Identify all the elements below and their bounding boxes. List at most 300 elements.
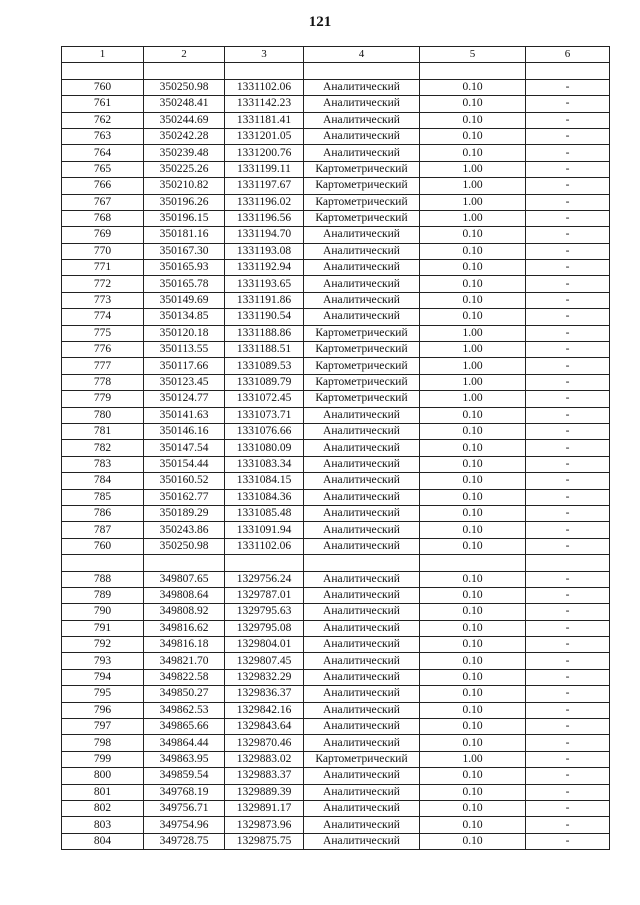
- table-row: [62, 784, 610, 800]
- table-cell: 350154.44: [144, 456, 225, 472]
- table-cell: 784: [62, 473, 144, 489]
- empty-cell: [144, 63, 225, 79]
- table-cell: 790: [62, 604, 144, 620]
- table-cell: 781: [62, 423, 144, 439]
- column-header: 2: [144, 47, 225, 63]
- table-cell: Аналитический: [304, 112, 420, 128]
- table-cell: 769: [62, 227, 144, 243]
- table-cell: 350124.77: [144, 391, 225, 407]
- table-cell: Картометрический: [304, 178, 420, 194]
- table-cell: Аналитический: [304, 604, 420, 620]
- table-cell: Картометрический: [304, 325, 420, 341]
- table-cell: -: [526, 145, 610, 161]
- table-cell: 349821.70: [144, 653, 225, 669]
- table-row: [62, 342, 610, 358]
- table-cell: 1331196.02: [225, 194, 304, 210]
- table-cell: Аналитический: [304, 719, 420, 735]
- table-cell: 0.10: [420, 587, 526, 603]
- table-cell: 1.00: [420, 358, 526, 374]
- table-cell: -: [526, 374, 610, 390]
- table-cell: -: [526, 653, 610, 669]
- table-row: [62, 833, 610, 849]
- table-row: [62, 587, 610, 603]
- table-cell: 350117.66: [144, 358, 225, 374]
- table-cell: 0.10: [420, 243, 526, 259]
- table-cell: 350167.30: [144, 243, 225, 259]
- table-cell: -: [526, 751, 610, 767]
- table-cell: 1329795.63: [225, 604, 304, 620]
- table-cell: Картометрический: [304, 210, 420, 226]
- table-row: [62, 735, 610, 751]
- column-header: 5: [420, 47, 526, 63]
- table-cell: Аналитический: [304, 686, 420, 702]
- table-cell: -: [526, 325, 610, 341]
- table-cell: 349816.62: [144, 620, 225, 636]
- table-cell: 349822.58: [144, 669, 225, 685]
- column-header: 1: [62, 47, 144, 63]
- table-cell: 1331080.09: [225, 440, 304, 456]
- table-cell: 770: [62, 243, 144, 259]
- table-cell: 789: [62, 587, 144, 603]
- table-cell: 350120.18: [144, 325, 225, 341]
- table-body: [62, 63, 610, 850]
- table-row: [62, 161, 610, 177]
- table-cell: 349859.54: [144, 768, 225, 784]
- table-row: [62, 702, 610, 718]
- table-cell: 774: [62, 309, 144, 325]
- table-cell: -: [526, 489, 610, 505]
- table-cell: 0.10: [420, 817, 526, 833]
- table-cell: -: [526, 309, 610, 325]
- table-cell: 1.00: [420, 194, 526, 210]
- table-cell: Аналитический: [304, 243, 420, 259]
- table-cell: 0.10: [420, 423, 526, 439]
- table-cell: 1331073.71: [225, 407, 304, 423]
- table-cell: Аналитический: [304, 817, 420, 833]
- table-cell: Картометрический: [304, 374, 420, 390]
- empty-cell: [225, 555, 304, 571]
- table-cell: 350242.28: [144, 128, 225, 144]
- table-row: [62, 489, 610, 505]
- table-row: [62, 637, 610, 653]
- table-cell: 0.10: [420, 620, 526, 636]
- table-cell: 791: [62, 620, 144, 636]
- table-cell: -: [526, 522, 610, 538]
- table-cell: 762: [62, 112, 144, 128]
- table-cell: -: [526, 833, 610, 849]
- table-cell: -: [526, 637, 610, 653]
- table-cell: Аналитический: [304, 587, 420, 603]
- table-cell: 764: [62, 145, 144, 161]
- table-row: [62, 128, 610, 144]
- column-header: 4: [304, 47, 420, 63]
- table-cell: 349807.65: [144, 571, 225, 587]
- table-row: [62, 276, 610, 292]
- table-cell: Аналитический: [304, 407, 420, 423]
- table-cell: 797: [62, 719, 144, 735]
- table-row: [62, 751, 610, 767]
- table-cell: 1329883.02: [225, 751, 304, 767]
- table-row: [62, 407, 610, 423]
- table-cell: 1329883.37: [225, 768, 304, 784]
- table-cell: 783: [62, 456, 144, 472]
- table-cell: -: [526, 276, 610, 292]
- table-cell: 788: [62, 571, 144, 587]
- table-cell: 0.10: [420, 604, 526, 620]
- table-cell: 772: [62, 276, 144, 292]
- table-cell: 776: [62, 342, 144, 358]
- table-cell: Аналитический: [304, 276, 420, 292]
- table-cell: Аналитический: [304, 145, 420, 161]
- header-row: [62, 47, 610, 63]
- table-cell: Аналитический: [304, 96, 420, 112]
- table-cell: 1331200.76: [225, 145, 304, 161]
- blank-row: [62, 555, 610, 571]
- table-cell: -: [526, 391, 610, 407]
- table-cell: Аналитический: [304, 784, 420, 800]
- table-row: [62, 423, 610, 439]
- table-cell: Аналитический: [304, 227, 420, 243]
- table-cell: 779: [62, 391, 144, 407]
- table-cell: 0.10: [420, 833, 526, 849]
- table-cell: 349816.18: [144, 637, 225, 653]
- table-cell: -: [526, 161, 610, 177]
- table-cell: -: [526, 96, 610, 112]
- table-cell: 1331190.54: [225, 309, 304, 325]
- table-cell: 349862.53: [144, 702, 225, 718]
- table-cell: 792: [62, 637, 144, 653]
- table-cell: Аналитический: [304, 128, 420, 144]
- table-row: [62, 571, 610, 587]
- table-cell: 785: [62, 489, 144, 505]
- table-cell: Аналитический: [304, 538, 420, 554]
- table-cell: Аналитический: [304, 620, 420, 636]
- table-cell: Картометрический: [304, 342, 420, 358]
- table-cell: -: [526, 587, 610, 603]
- table-cell: 793: [62, 653, 144, 669]
- table-row: [62, 604, 610, 620]
- table-cell: 1.00: [420, 178, 526, 194]
- table-cell: Картометрический: [304, 358, 420, 374]
- table-cell: 0.10: [420, 128, 526, 144]
- table-cell: 350210.82: [144, 178, 225, 194]
- table-row: [62, 178, 610, 194]
- table-row: [62, 309, 610, 325]
- table-cell: -: [526, 669, 610, 685]
- table-cell: 0.10: [420, 145, 526, 161]
- table-cell: 349865.66: [144, 719, 225, 735]
- table-cell: 1331181.41: [225, 112, 304, 128]
- table-cell: 0.10: [420, 489, 526, 505]
- table-cell: 0.10: [420, 653, 526, 669]
- table-cell: Аналитический: [304, 768, 420, 784]
- table-cell: 1.00: [420, 210, 526, 226]
- table-cell: 1329842.16: [225, 702, 304, 718]
- empty-cell: [526, 63, 610, 79]
- table-cell: -: [526, 686, 610, 702]
- table-cell: 0.10: [420, 669, 526, 685]
- table-row: [62, 669, 610, 685]
- table-cell: -: [526, 194, 610, 210]
- table-cell: Аналитический: [304, 309, 420, 325]
- table-cell: 778: [62, 374, 144, 390]
- table-cell: Аналитический: [304, 653, 420, 669]
- table-cell: 350165.93: [144, 260, 225, 276]
- table-cell: 1331188.51: [225, 342, 304, 358]
- table-cell: 1329787.01: [225, 587, 304, 603]
- table-cell: -: [526, 358, 610, 374]
- table-cell: 350146.16: [144, 423, 225, 439]
- table-cell: 0.10: [420, 637, 526, 653]
- table-cell: Аналитический: [304, 735, 420, 751]
- table-cell: -: [526, 571, 610, 587]
- table-row: [62, 145, 610, 161]
- table-row: [62, 243, 610, 259]
- table-cell: 1331091.94: [225, 522, 304, 538]
- table-cell: 1331194.70: [225, 227, 304, 243]
- table-cell: 800: [62, 768, 144, 784]
- table-row: [62, 505, 610, 521]
- table-cell: -: [526, 719, 610, 735]
- table-cell: 1.00: [420, 342, 526, 358]
- table-cell: -: [526, 800, 610, 816]
- table-cell: 349864.44: [144, 735, 225, 751]
- table-cell: 766: [62, 178, 144, 194]
- table-cell: Аналитический: [304, 505, 420, 521]
- table-cell: 0.10: [420, 768, 526, 784]
- table-cell: 350149.69: [144, 292, 225, 308]
- table-cell: 775: [62, 325, 144, 341]
- table-cell: 768: [62, 210, 144, 226]
- table-cell: 0.10: [420, 800, 526, 816]
- table-cell: 0.10: [420, 292, 526, 308]
- table-cell: 1331084.36: [225, 489, 304, 505]
- table-cell: 760: [62, 538, 144, 554]
- table-cell: 760: [62, 79, 144, 95]
- table-cell: -: [526, 128, 610, 144]
- empty-cell: [420, 555, 526, 571]
- table-cell: 1331196.56: [225, 210, 304, 226]
- table-cell: 1331089.79: [225, 374, 304, 390]
- table-cell: -: [526, 784, 610, 800]
- column-header: 6: [526, 47, 610, 63]
- table-cell: 350162.77: [144, 489, 225, 505]
- empty-cell: [304, 63, 420, 79]
- table-cell: Аналитический: [304, 571, 420, 587]
- table-cell: 0.10: [420, 96, 526, 112]
- table-cell: -: [526, 112, 610, 128]
- table-cell: -: [526, 505, 610, 521]
- table-cell: -: [526, 178, 610, 194]
- table-cell: Аналитический: [304, 423, 420, 439]
- table-cell: 350123.45: [144, 374, 225, 390]
- table-cell: 0.10: [420, 309, 526, 325]
- table-cell: 0.10: [420, 473, 526, 489]
- table-cell: 349754.96: [144, 817, 225, 833]
- table-row: [62, 768, 610, 784]
- table-cell: 1331193.08: [225, 243, 304, 259]
- table-cell: 0.10: [420, 571, 526, 587]
- column-header: 3: [225, 47, 304, 63]
- coordinates-table: [61, 46, 610, 850]
- table-row: [62, 374, 610, 390]
- table-cell: 1329873.96: [225, 817, 304, 833]
- table-cell: Аналитический: [304, 473, 420, 489]
- table-cell: 1331085.48: [225, 505, 304, 521]
- table-cell: Аналитический: [304, 669, 420, 685]
- table-cell: 1331076.66: [225, 423, 304, 439]
- table-row: [62, 325, 610, 341]
- table-row: [62, 522, 610, 538]
- table-cell: 350250.98: [144, 538, 225, 554]
- table-cell: 801: [62, 784, 144, 800]
- table-row: [62, 391, 610, 407]
- table-cell: 795: [62, 686, 144, 702]
- table-cell: 0.10: [420, 719, 526, 735]
- table-cell: -: [526, 440, 610, 456]
- table-cell: 1.00: [420, 325, 526, 341]
- table-cell: Аналитический: [304, 260, 420, 276]
- empty-cell: [304, 555, 420, 571]
- table-cell: 0.10: [420, 456, 526, 472]
- table-cell: 782: [62, 440, 144, 456]
- table-cell: -: [526, 473, 610, 489]
- table-cell: 1331083.34: [225, 456, 304, 472]
- table-cell: 349768.19: [144, 784, 225, 800]
- table-row: [62, 79, 610, 95]
- table-cell: 0.10: [420, 505, 526, 521]
- table-cell: 350248.41: [144, 96, 225, 112]
- table-cell: 1331142.23: [225, 96, 304, 112]
- table-cell: -: [526, 817, 610, 833]
- table-row: [62, 440, 610, 456]
- table-cell: Аналитический: [304, 79, 420, 95]
- table-cell: 804: [62, 833, 144, 849]
- table-cell: 350189.29: [144, 505, 225, 521]
- table-cell: 802: [62, 800, 144, 816]
- table-cell: -: [526, 456, 610, 472]
- table-row: [62, 653, 610, 669]
- table-row: [62, 292, 610, 308]
- table-cell: 1331191.86: [225, 292, 304, 308]
- table-row: [62, 358, 610, 374]
- table-cell: 794: [62, 669, 144, 685]
- table-cell: 0.10: [420, 735, 526, 751]
- table-cell: 350250.98: [144, 79, 225, 95]
- table-cell: 350243.86: [144, 522, 225, 538]
- table-cell: 1329870.46: [225, 735, 304, 751]
- table-cell: Картометрический: [304, 391, 420, 407]
- table-cell: -: [526, 79, 610, 95]
- table-cell: 350225.26: [144, 161, 225, 177]
- table-cell: 1331102.06: [225, 79, 304, 95]
- table-row: [62, 719, 610, 735]
- page-number: 121: [308, 14, 332, 30]
- table-cell: 0.10: [420, 440, 526, 456]
- table-cell: Картометрический: [304, 751, 420, 767]
- table-row: [62, 260, 610, 276]
- table-cell: 350134.85: [144, 309, 225, 325]
- table-cell: -: [526, 243, 610, 259]
- table-cell: 796: [62, 702, 144, 718]
- table-cell: 350244.69: [144, 112, 225, 128]
- table-cell: 773: [62, 292, 144, 308]
- table-cell: 1329843.64: [225, 719, 304, 735]
- table-cell: 1331188.86: [225, 325, 304, 341]
- table-cell: Аналитический: [304, 292, 420, 308]
- blank-row: [62, 63, 610, 79]
- table-cell: 1329807.45: [225, 653, 304, 669]
- table-cell: Аналитический: [304, 456, 420, 472]
- table-cell: -: [526, 620, 610, 636]
- table-cell: 350141.63: [144, 407, 225, 423]
- table-cell: Аналитический: [304, 800, 420, 816]
- table-row: [62, 620, 610, 636]
- table-cell: 350147.54: [144, 440, 225, 456]
- table-cell: 349863.95: [144, 751, 225, 767]
- table-cell: 350160.52: [144, 473, 225, 489]
- table-cell: 1331199.11: [225, 161, 304, 177]
- table-cell: 799: [62, 751, 144, 767]
- table-cell: 0.10: [420, 407, 526, 423]
- table-cell: Аналитический: [304, 702, 420, 718]
- table-cell: 350196.15: [144, 210, 225, 226]
- table-cell: -: [526, 768, 610, 784]
- table-cell: Аналитический: [304, 489, 420, 505]
- table-cell: -: [526, 210, 610, 226]
- table-cell: 1.00: [420, 374, 526, 390]
- table-cell: 1329836.37: [225, 686, 304, 702]
- table-cell: 0.10: [420, 260, 526, 276]
- table-cell: 1.00: [420, 391, 526, 407]
- table-cell: 1331084.15: [225, 473, 304, 489]
- table-row: [62, 227, 610, 243]
- table-row: [62, 686, 610, 702]
- table-cell: 1329795.08: [225, 620, 304, 636]
- table-cell: 763: [62, 128, 144, 144]
- table-row: [62, 800, 610, 816]
- table-cell: Картометрический: [304, 194, 420, 210]
- table-cell: 787: [62, 522, 144, 538]
- table-cell: -: [526, 538, 610, 554]
- table-cell: 761: [62, 96, 144, 112]
- table-row: [62, 210, 610, 226]
- empty-cell: [225, 63, 304, 79]
- table-cell: 0.10: [420, 522, 526, 538]
- table-cell: -: [526, 227, 610, 243]
- table-cell: 0.10: [420, 686, 526, 702]
- table-row: [62, 112, 610, 128]
- table-cell: 1331089.53: [225, 358, 304, 374]
- table-cell: 0.10: [420, 784, 526, 800]
- table-row: [62, 194, 610, 210]
- table-cell: 1331193.65: [225, 276, 304, 292]
- table-cell: 350113.55: [144, 342, 225, 358]
- table-cell: 349728.75: [144, 833, 225, 849]
- table-row: [62, 96, 610, 112]
- table-cell: 771: [62, 260, 144, 276]
- table-cell: -: [526, 604, 610, 620]
- table-row: [62, 473, 610, 489]
- table-cell: 1331197.67: [225, 178, 304, 194]
- table-cell: 1329756.24: [225, 571, 304, 587]
- table-cell: 780: [62, 407, 144, 423]
- empty-cell: [526, 555, 610, 571]
- table-cell: 1329891.17: [225, 800, 304, 816]
- table-cell: 349808.92: [144, 604, 225, 620]
- empty-cell: [420, 63, 526, 79]
- table-cell: 1331072.45: [225, 391, 304, 407]
